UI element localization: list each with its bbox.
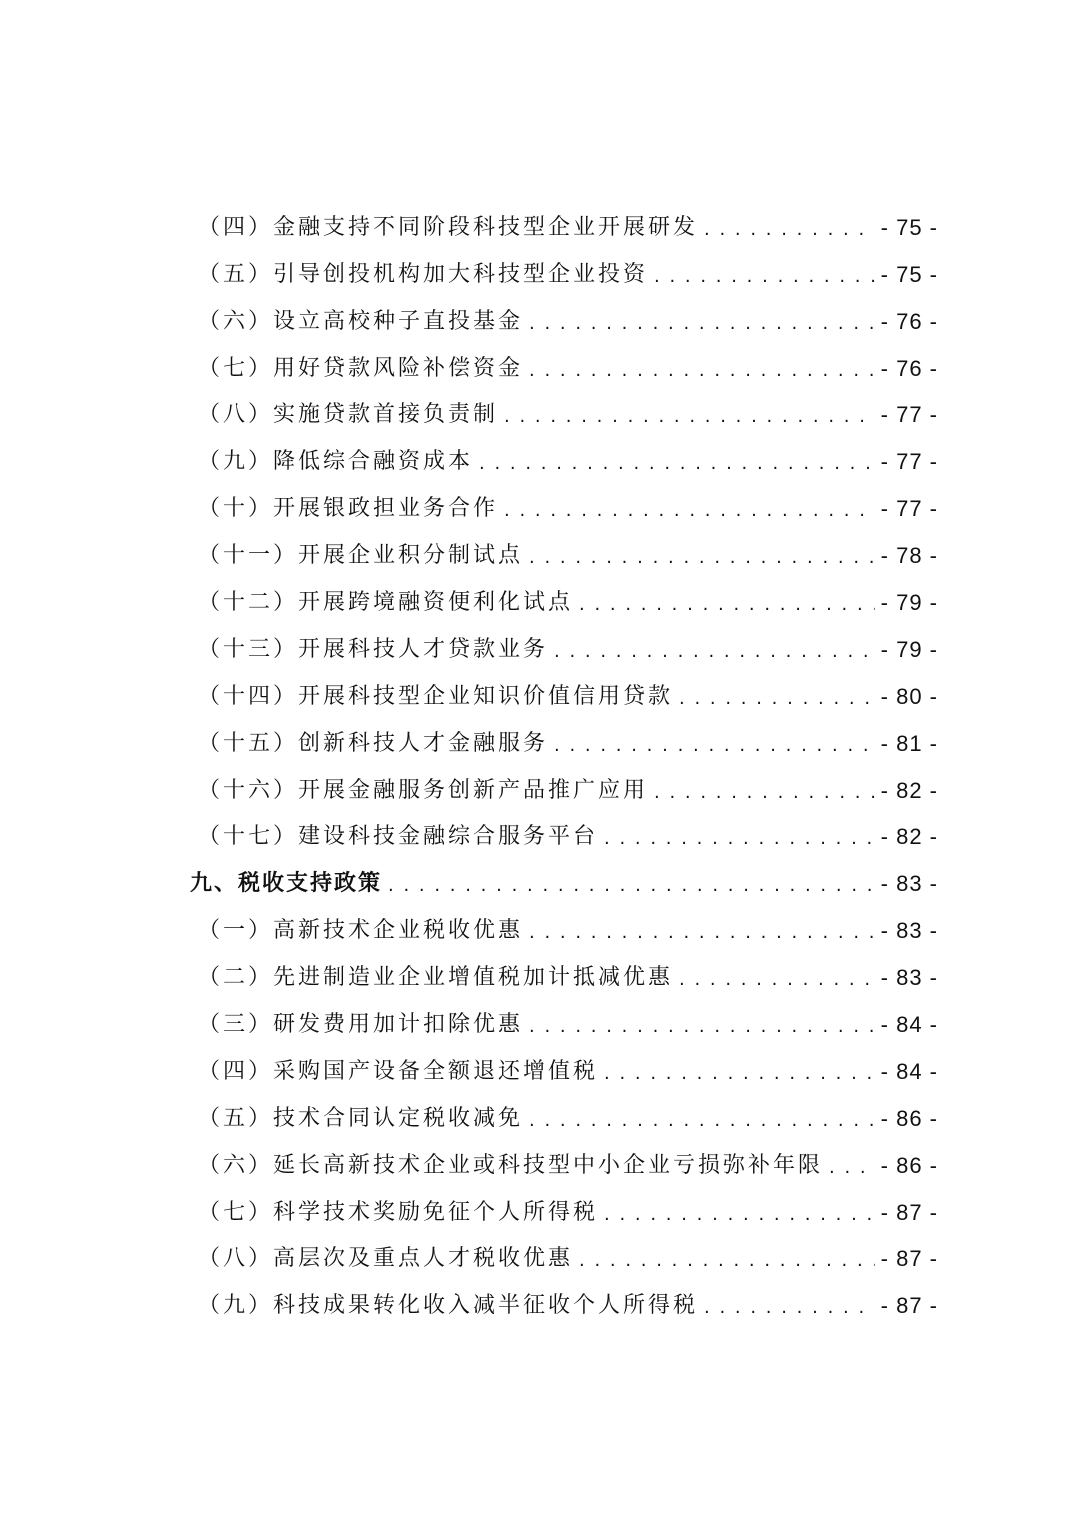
toc-entry-title: （十）开展银政担业务合作 (198, 496, 499, 522)
toc-leader-dots (829, 1157, 875, 1179)
toc-leader-dots (479, 453, 875, 475)
toc-entry[interactable] (190, 569, 938, 616)
toc-page-number: - 79 - (880, 636, 938, 662)
toc-entry-title: （七）科学技术奖励免征个人所得税 (198, 1199, 599, 1225)
toc-entry[interactable] (190, 1038, 938, 1085)
toc-entry-title: （八）高层次及重点人才税收优惠 (198, 1246, 574, 1272)
toc-entry[interactable] (190, 663, 938, 710)
toc-leader-dots (604, 1063, 875, 1085)
toc-leader-dots (529, 547, 875, 569)
toc-entry[interactable] (190, 757, 938, 804)
toc-entry-title: （十五）创新科技人才金融服务 (198, 730, 549, 756)
toc-leader-dots (529, 1110, 875, 1132)
toc-entry[interactable] (190, 710, 938, 757)
toc-leader-dots (704, 1297, 875, 1319)
toc-entry-title: （二）先进制造业企业增值税加计抵减优惠 (198, 965, 674, 991)
toc-page-number: - 75 - (880, 214, 938, 240)
toc-entry-title: （六）设立高校种子直投基金 (198, 308, 524, 334)
toc-page-number: - 83 - (880, 871, 938, 897)
toc-entry-title: （一）高新技术企业税收优惠 (198, 918, 524, 944)
toc-section-heading[interactable] (190, 850, 938, 897)
toc-entry[interactable] (190, 335, 938, 382)
toc-entry[interactable] (190, 804, 938, 851)
toc-entry-title: （十六）开展金融服务创新产品推广应用 (198, 777, 649, 803)
toc-page-number: - 80 - (880, 683, 938, 709)
toc-page-number: - 82 - (880, 777, 938, 803)
toc-entry[interactable] (190, 1179, 938, 1226)
table-of-contents (190, 194, 938, 1319)
toc-leader-dots (654, 266, 875, 288)
toc-entry-title: （九）科技成果转化收入减半征收个人所得税 (198, 1293, 699, 1319)
toc-entry[interactable] (190, 522, 938, 569)
toc-entry-title: （七）用好贷款风险补偿资金 (198, 355, 524, 381)
toc-entry-title: （十一）开展企业积分制试点 (198, 543, 524, 569)
toc-leader-dots (604, 828, 875, 850)
toc-leader-dots (554, 641, 875, 663)
toc-page-number: - 87 - (880, 1246, 938, 1272)
toc-leader-dots (388, 875, 875, 897)
toc-leader-dots (654, 782, 875, 804)
toc-entry-title: （十二）开展跨境融资便利化试点 (198, 590, 574, 616)
toc-entry-title: （六）延长高新技术企业或科技型中小企业亏损弥补年限 (198, 1152, 824, 1178)
toc-page-number: - 77 - (880, 402, 938, 428)
toc-entry-title: （九）降低综合融资成本 (198, 449, 474, 475)
toc-leader-dots (579, 594, 875, 616)
toc-leader-dots (529, 360, 875, 382)
toc-entry[interactable] (190, 475, 938, 522)
toc-entry-title: （五）技术合同认定税收减免 (198, 1105, 524, 1131)
toc-entry[interactable] (190, 428, 938, 475)
toc-page-number: - 83 - (880, 965, 938, 991)
toc-page-number: - 83 - (880, 918, 938, 944)
toc-entry[interactable] (190, 1226, 938, 1273)
toc-page-number: - 86 - (880, 1105, 938, 1131)
toc-page-number: - 81 - (880, 730, 938, 756)
toc-entry-title: （四）金融支持不同阶段科技型企业开展研发 (198, 214, 699, 240)
toc-leader-dots (679, 688, 875, 710)
toc-entry[interactable] (190, 616, 938, 663)
toc-entry[interactable] (190, 1085, 938, 1132)
toc-entry-title: （十七）建设科技金融综合服务平台 (198, 824, 599, 850)
toc-page-number: - 76 - (880, 355, 938, 381)
toc-page-number: - 78 - (880, 543, 938, 569)
toc-leader-dots (679, 969, 875, 991)
toc-leader-dots (529, 1016, 875, 1038)
toc-entry-title: （四）采购国产设备全额退还增值税 (198, 1058, 599, 1084)
toc-page-number: - 77 - (880, 496, 938, 522)
toc-entry[interactable] (190, 991, 938, 1038)
toc-entry-title: （三）研发费用加计扣除优惠 (198, 1012, 524, 1038)
toc-leader-dots (579, 1250, 875, 1272)
toc-leader-dots (529, 313, 875, 335)
toc-entry-title: （八）实施贷款首接负责制 (198, 402, 499, 428)
toc-page-number: - 87 - (880, 1199, 938, 1225)
toc-leader-dots (554, 735, 875, 757)
toc-entry-title: 九、税收支持政策 (190, 871, 383, 897)
toc-entry-title: （十四）开展科技型企业知识价值信用贷款 (198, 683, 674, 709)
toc-page-number: - 84 - (880, 1012, 938, 1038)
toc-leader-dots (529, 922, 875, 944)
toc-leader-dots (504, 406, 875, 428)
toc-entry-title: （五）引导创投机构加大科技型企业投资 (198, 261, 649, 287)
toc-page-number: - 86 - (880, 1152, 938, 1178)
toc-page-number: - 87 - (880, 1293, 938, 1319)
toc-entry-title: （十三）开展科技人才贷款业务 (198, 636, 549, 662)
toc-page-number: - 76 - (880, 308, 938, 334)
toc-leader-dots (504, 500, 875, 522)
toc-page-number: - 75 - (880, 261, 938, 287)
toc-page-number: - 79 - (880, 590, 938, 616)
toc-entry[interactable] (190, 1132, 938, 1179)
toc-entry[interactable] (190, 194, 938, 241)
toc-entry[interactable] (190, 1272, 938, 1319)
toc-entry[interactable] (190, 897, 938, 944)
toc-leader-dots (704, 219, 875, 241)
toc-page-number: - 84 - (880, 1058, 938, 1084)
toc-page-number: - 77 - (880, 449, 938, 475)
toc-leader-dots (604, 1204, 875, 1226)
toc-entry[interactable] (190, 382, 938, 429)
toc-entry[interactable] (190, 288, 938, 335)
toc-entry[interactable] (190, 944, 938, 991)
toc-page-number: - 82 - (880, 824, 938, 850)
toc-entry[interactable] (190, 241, 938, 288)
